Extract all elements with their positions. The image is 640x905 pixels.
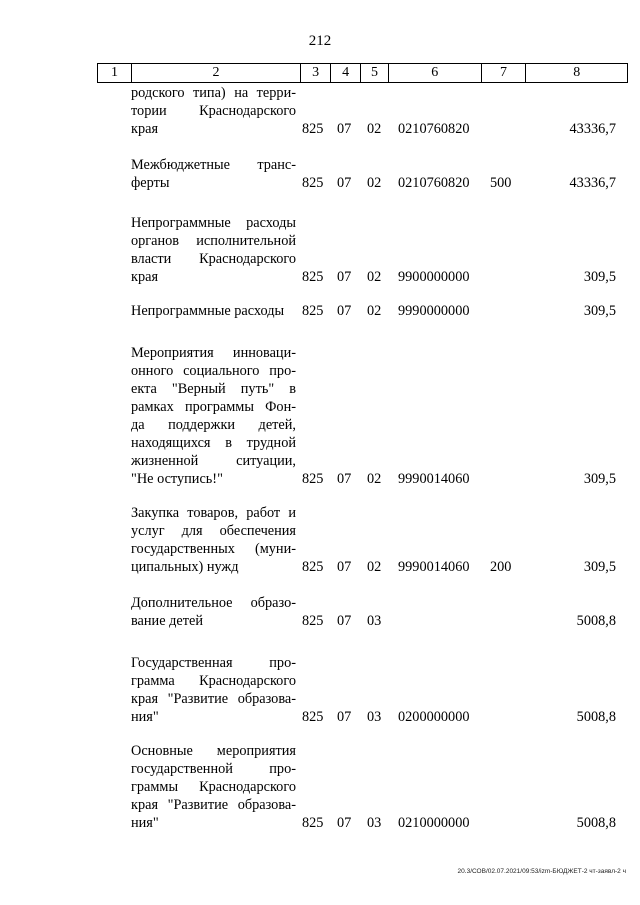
cell-col-4: 07 [337, 815, 352, 831]
cell-col-7: 200 [490, 559, 512, 575]
cell-col-5: 02 [367, 303, 382, 319]
description-line: Межбюджетные транс- [131, 157, 296, 173]
table-row [0, 654, 640, 726]
header-col-2: 2 [132, 64, 301, 82]
description-line: ния" [131, 709, 159, 725]
table-row [0, 594, 640, 630]
description-line: вание детей [131, 613, 203, 629]
cell-col-4: 07 [337, 559, 352, 575]
cell-col-8: 5008,8 [576, 815, 616, 831]
cell-col-4: 07 [337, 709, 352, 725]
cell-col-8: 309,5 [583, 559, 616, 575]
cell-col-6: 0210000000 [398, 815, 470, 831]
cell-col-8: 5008,8 [576, 613, 616, 629]
description-line: Непрограммные расходы [131, 215, 296, 231]
cell-col-8: 43336,7 [569, 121, 616, 137]
description-line: Непрограммные расходы [131, 303, 285, 319]
description-line: находящихся в трудной [131, 435, 296, 451]
footer-stamp: 20.3/СОВ/02.07.2021/09:53/izm-БЮДЖЕТ-2 чт-заявл-2 ч [457, 868, 626, 875]
cell-col-6: 9900000000 [398, 269, 470, 285]
cell-col-8: 43336,7 [569, 175, 616, 191]
cell-col-5: 02 [367, 559, 382, 575]
cell-col-6: 9990014060 [398, 559, 470, 575]
cell-col-8: 309,5 [583, 269, 616, 285]
description-line: Дополнительное образо- [131, 595, 296, 611]
row-description [131, 742, 296, 832]
row-description [131, 594, 296, 630]
row-description [131, 214, 296, 286]
cell-col-3: 825 [302, 471, 324, 487]
cell-col-5: 02 [367, 121, 382, 137]
cell-col-3: 825 [302, 559, 324, 575]
table-row [0, 84, 640, 138]
cell-col-3: 825 [302, 175, 324, 191]
header-col-3: 3 [301, 64, 331, 82]
cell-col-5: 03 [367, 709, 382, 725]
cell-col-4: 07 [337, 471, 352, 487]
cell-col-6: 0200000000 [398, 709, 470, 725]
cell-col-4: 07 [337, 175, 352, 191]
cell-col-5: 02 [367, 175, 382, 191]
description-line: государственной про- [131, 761, 296, 777]
cell-col-3: 825 [302, 709, 324, 725]
cell-col-7: 500 [490, 175, 512, 191]
table-row [0, 742, 640, 832]
description-line: ципальных) нужд [131, 559, 239, 575]
description-line: края "Развитие образова- [131, 797, 296, 813]
cell-col-4: 07 [337, 269, 352, 285]
table-row [0, 214, 640, 286]
cell-col-4: 07 [337, 613, 352, 629]
row-description [131, 302, 296, 320]
row-description [131, 84, 296, 138]
description-line: Основные мероприятия [131, 743, 296, 759]
cell-col-4: 07 [337, 303, 352, 319]
description-line: государственных (муни- [131, 541, 296, 557]
cell-col-3: 825 [302, 303, 324, 319]
description-line: онного социального про- [131, 363, 296, 379]
description-line: рамках программы Фон- [131, 399, 296, 415]
description-line: края [131, 121, 159, 137]
cell-col-3: 825 [302, 815, 324, 831]
header-col-4: 4 [331, 64, 361, 82]
cell-col-6: 0210760820 [398, 175, 470, 191]
description-line: граммы Краснодарского [131, 779, 296, 795]
description-line: жизненной ситуации, [131, 453, 296, 469]
description-line: ферты [131, 175, 170, 191]
table-row [0, 504, 640, 576]
cell-col-5: 02 [367, 471, 382, 487]
description-line: услуг для обеспечения [131, 523, 296, 539]
cell-col-4: 07 [337, 121, 352, 137]
description-line: родского типа) на терри- [131, 85, 296, 101]
table-row [0, 302, 640, 320]
cell-col-3: 825 [302, 121, 324, 137]
row-description [131, 654, 296, 726]
header-col-7: 7 [482, 64, 527, 82]
description-line: края "Развитие образова- [131, 691, 296, 707]
header-col-6: 6 [389, 64, 482, 82]
description-line: грамма Краснодарского [131, 673, 296, 689]
cell-col-3: 825 [302, 613, 324, 629]
page-number: 212 [308, 33, 332, 49]
description-line: Государственная про- [131, 655, 296, 671]
description-line: ния" [131, 815, 159, 831]
header-col-8: 8 [573, 65, 581, 80]
cell-col-8: 5008,8 [576, 709, 616, 725]
description-line: тории Краснодарского [131, 103, 296, 119]
cell-col-5: 03 [367, 613, 382, 629]
cell-col-8: 309,5 [583, 471, 616, 487]
description-line: края [131, 269, 159, 285]
table-header-row [97, 63, 628, 83]
table-row [0, 156, 640, 192]
header-col-1: 1 [98, 64, 132, 82]
cell-col-5: 02 [367, 269, 382, 285]
cell-col-3: 825 [302, 269, 324, 285]
row-description [131, 156, 296, 192]
cell-col-5: 03 [367, 815, 382, 831]
cell-col-8: 309,5 [583, 303, 616, 319]
cell-col-6: 9990014060 [398, 471, 470, 487]
description-line: "Не оступись!" [131, 471, 223, 487]
row-description [131, 344, 296, 488]
description-line: Закупка товаров, работ и [131, 505, 296, 521]
description-line: власти Краснодарского [131, 251, 296, 267]
row-description [131, 504, 296, 576]
table-row [0, 344, 640, 488]
description-line: Мероприятия инноваци- [131, 345, 296, 361]
cell-col-6: 0210760820 [398, 121, 470, 137]
description-line: екта "Верный путь" в [131, 381, 296, 397]
cell-col-6: 9990000000 [398, 303, 470, 319]
description-line: да поддержки детей, [131, 417, 296, 433]
header-col-5: 5 [361, 64, 389, 82]
description-line: органов исполнительной [131, 233, 296, 249]
